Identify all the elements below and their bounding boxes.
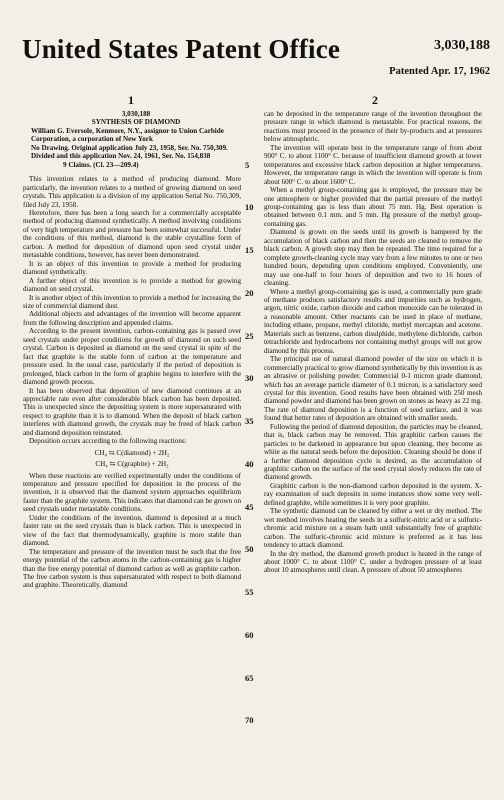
heading-patent-number: 3,030,188 [121, 110, 151, 118]
claims-info: 9 Claims. (Cl. 23—209.4) [63, 160, 139, 169]
paragraph: It has been observed that deposition of new diamond continues at an appreciable rate even after considerable black carbon has been deposited. This is unexpected since the depositing system is more supersaturated with respect to graphite than it is to diamond. When the deposit of black carbon interferes with diamond growth, the crystals may be freed of black carbon and diamond deposition reinstated. [23, 386, 241, 437]
line-number: 55 [245, 587, 254, 597]
line-number: 15 [245, 245, 254, 255]
line-number: 20 [245, 288, 254, 298]
paragraph: It is an object of this invention to provide a method for producing diamond synthetically. [23, 259, 241, 277]
paragraph: A further object of this invention is to provide a method for growing diamond on seed crystal. [23, 276, 241, 294]
paragraph: The temperature and pressure of the invention must be such that the free energy potential of the carbon atoms in the carbon-containing gas is higher than the free energy potential of diamond carbon as well as graphite carbon. The free carbon system is thus supersaturated with respect to both diamond and graphite. Theoretically, diamond [23, 547, 241, 590]
paragraph: can be deposited in the temperature range of the invention throughout the pressure range in which diamond is metastable. For practical reasons, the reactions must proceed in the presence of their by-products and at pressures below atmospheric. [264, 110, 482, 144]
paragraph: When a methyl group-containing gas is employed, the pressure may be one atmosphere or higher provided that the partial pressure of the methyl group-containing gas is less than about 75 mm. Hg. Best operation is obtained between 0.1 mm. and 5 mm. Hg pressure of the methyl group-containing gas. [264, 186, 482, 228]
patent-heading [23, 110, 241, 169]
paragraph: When these reactions are verified experimentally under the conditions of temperature and pressure specified for deposition in the process of the invention, it is observed that the diamond system approaches equilibrium faster than the graphite system. This indicates that diamond can be grown on seed crystals under metastable conditions. [23, 471, 241, 514]
patent-office-title: United States Patent Office [22, 34, 341, 64]
patent-number: 3,030,188 [434, 38, 490, 53]
patent-title: SYNTHESIS OF DIAMOND [91, 118, 181, 127]
paragraph: Diamond is grown on the seeds until its growth is hampered by the accumulation of black carbon and then the seeds are cleaned to remove the black carbon. A growth step may then be repeated. The time required for a complete growth-cleaning cycle may vary from a few minutes to one or two hundred hours, depending upon conditions employed. Conveniently, one may use one-half to four hours of deposition and two to 16 hours of cleaning. [264, 228, 482, 288]
paragraph: This invention relates to a method of producing diamond. More particularly, the invention relates to a method of growing diamond on seed crystals. This application is a division of my application Serial No. 750,309, filed July 23, 1958. [23, 175, 241, 209]
paragraph: Additional objects and advantages of the invention will become apparent from the following description and appended claims. [23, 310, 241, 327]
filing-info: No Drawing. Original application July 23, 1958, Ser. No. 750,309. Divided and this application Nov. 24, 1961, Ser. No. 154,838 [31, 143, 228, 161]
paragraph: In the dry method, the diamond growth product is heated in the range of about 1000° C. to about 1100° C. under a hydrogen pressure of at least about 10 atmospheres until clean. A pressure of about 50 atmospheres [264, 549, 482, 575]
paragraph: The synthetic diamond can be cleaned by either a wet or dry method. The wet method involves heating the seeds in a sulfuric-nitric acid or a sulfuric-chromic acid mixture on a steam bath until substantially free of graphitic carbon. The sulfuric-chromic acid mixture is preferred as it has less tendency to attack diamond. [264, 507, 482, 550]
left-column [23, 110, 241, 590]
line-number: 65 [245, 673, 254, 683]
paragraph: Deposition occurs according to the following reactions: [29, 437, 187, 446]
patented-date: Patented Apr. 17, 1962 [389, 66, 490, 77]
line-number: 10 [245, 202, 254, 212]
paragraph: Graphitic carbon is the non-diamond carbon deposited in the system. X-ray examination of such deposits in some instances show some very well-defined graphite, while sometimes it is very poor graphite. [264, 481, 482, 507]
line-number: 35 [245, 416, 254, 426]
paragraph: Heretofore, there has been a long search for a commercially acceptable method of producing diamond synthetically. A method involving conditions of very high temperature and pressure has been somewhat successful. Under the conditions of this method, diamond is the stable crystalline form of carbon. A method for deposition of diamond upon seed crystal under metastable conditions, however, has never been demonstrated. [23, 208, 241, 260]
paragraph: Where a methyl group-containing gas is used, a commercially pure grade of methane produces satisfactory results and impurities such as hydrogen, argon, nitric oxide, carbon dioxide and carbon monoxide can be tolerated in a reasonable amount. Other reactants can be used in place of methane, including ethane, propane, methyl chloride, methyl mercaptan and acetone. Materials such as benzene, carbon disulphide, methylene dichloride, carbon tetrachloride and hydrocarbons not containing methyl groups will not grow diamond by this process. [264, 287, 482, 355]
right-column [264, 110, 482, 575]
line-number: 5 [245, 160, 250, 170]
column-number-2: 2 [372, 93, 378, 107]
paragraph: According to the present invention, carbon-containing gas is passed over seed crystals under proper conditions for growth of diamond on such seed crystal. Carbon is deposited as diamond on the seed crystal in spite of the fact that graphite is the stable form of carbon at the temperature and pressure used. In the usual case, particularly if the period of deposition is prolonged, black carbon in the form of graphite begins to interfere with the diamond growth process. [23, 327, 241, 387]
line-number: 30 [245, 373, 254, 383]
column-number-1: 1 [128, 93, 134, 107]
line-number: 60 [245, 630, 254, 640]
paragraph: It is another object of this invention to provide a method for increasing the size of commercial diamond dust. [23, 293, 241, 310]
line-number: 70 [245, 715, 254, 725]
line-number: 45 [245, 502, 254, 512]
line-number: 40 [245, 459, 254, 469]
equation-diamond: CH₄ ⇆ C(diamond) + 2H₂ [94, 448, 170, 457]
paragraph: Following the period of diamond deposition, the particles may be cleaned, that is, black carbon may be removed. This graphitic carbon causes the particles to be darkened in appearance but upon cleaning, they become as white as the natural seeds before the deposition. Cleaning should be done if a further diamond deposition cycle is desired, as the accumulation of graphitic carbon on the surface of the seed crystal slowly reduces the rate of diamond growth. [264, 422, 482, 482]
line-number: 25 [245, 331, 254, 341]
paragraph: The invention will operate best in the temperature range of from about 900° C. to about 1100° C. because of insufficient diamond growth at lower temperatures and excessive black carbon deposition at higher temperatures. However, the temperature range in which the invention will operate is from about 600° C. to about 1600° C. [264, 143, 482, 186]
line-number: 50 [245, 544, 254, 554]
paragraph: Under the conditions of the invention, diamond is deposited at a much faster rate on the seed crystals than is black carbon. This is unexpected in view of the fact that thermodynamically, graphite is more stable than diamond. [23, 513, 241, 548]
inventor-byline: William G. Eversole, Kenmore, N.Y., assignor to Union Carbide Corporation, a corporation of New York [31, 126, 224, 144]
paragraph: The principal use of natural diamond powder of the size on which it is commercially practical to grow diamond synthetically by this invention is as an abrasive or polishing powder. Commercial 0-1 micron grade diamond, which has an average particle diameter of 0.1 micron, is a satisfactory seed crystal for this invention. Good results have been obtained with 250 mesh diamond powder and diamond has been grown on stones as heavy as 22 mg. The rate of diamond deposition is a function of seed surface, and it was found that better rates of deposition are obtained with smaller seeds. [264, 355, 482, 423]
equation-graphite: CH₄ ⇆ C(graphite) + 2H₂ [95, 460, 169, 469]
